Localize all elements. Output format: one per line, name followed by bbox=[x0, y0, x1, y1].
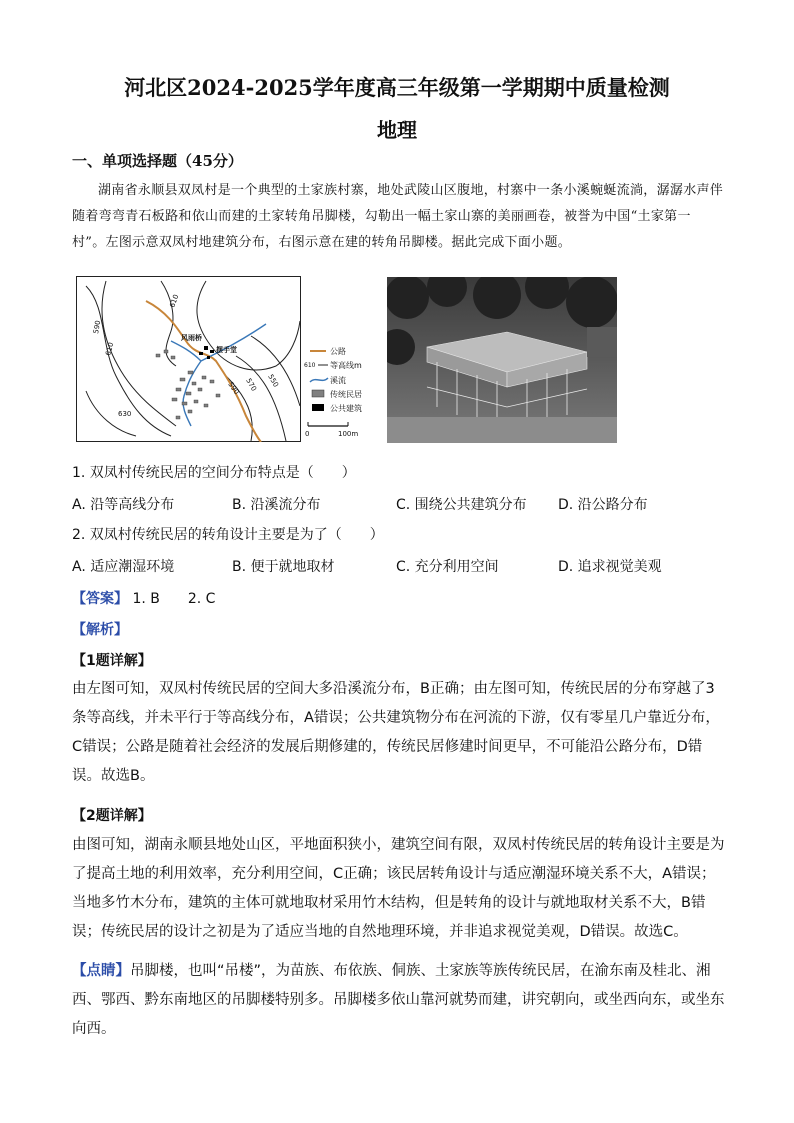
place-label-hall: 摆手堂 bbox=[216, 346, 237, 354]
answer-label: 【答案】 bbox=[72, 591, 128, 607]
legend-road: 公路 bbox=[330, 347, 346, 356]
scale-start: 0 bbox=[305, 430, 310, 438]
subject-title: 地理 bbox=[377, 118, 417, 142]
village-contour-map bbox=[76, 276, 364, 442]
detail-2-body bbox=[72, 831, 728, 947]
reading-passage bbox=[72, 178, 724, 256]
option-d[interactable]: D. 沿公路分布 bbox=[558, 497, 648, 513]
legend-contour-sample: 610 bbox=[304, 362, 316, 369]
option-b[interactable]: B. 便于就地取材 bbox=[232, 559, 335, 575]
contour-label: 610 bbox=[104, 341, 116, 357]
contour-label: 610 bbox=[168, 293, 181, 309]
contour-label: 630 bbox=[118, 410, 132, 418]
legend-public: 公共建筑 bbox=[330, 404, 362, 413]
contour-label: 590 bbox=[92, 319, 103, 335]
contour-label: 550 bbox=[266, 373, 280, 389]
page-title: 河北区2024-2025学年度高三年级第一学期期中质量检测 bbox=[124, 75, 670, 100]
place-label-bridge: 风雨桥 bbox=[181, 334, 202, 342]
section-heading: 一、单项选择题（45分） bbox=[72, 152, 243, 170]
detail-2-text: 由图可知，湖南永顺县地处山区，平地面积狭小，建筑空间有限，双凤村传统民居的转角设计主要是为了提高土地的利用效率，充分利用空间，C正确；该民居转角设计与适应潮湿环境关系不大，A错误；当地多竹木分布，建筑的主体可就地取材采用竹木结构，但是转角的设计与就地取材关系不大，B错误；传统民居的设计之初是为了适应当地的自然地理环境，并非追求视觉美观，D错误。故选C。 bbox=[72, 837, 725, 940]
scale-end: 100m bbox=[338, 430, 359, 438]
question-1-stem: 1. 双凤村传统民居的空间分布特点是（ ） bbox=[72, 465, 356, 481]
detail-1-body bbox=[72, 675, 728, 791]
contour-label: 570 bbox=[244, 377, 258, 393]
detail-1-text: 由左图可知，双凤村传统民居的空间大多沿溪流分布，B正确；由左图可知，传统民居的分布穿越了3条等高线，并未平行于等高线分布，A错误；公共建筑物分布在河流的下游，仅有零星几户靠近分布，C错误；公路是随着社会经济的发展后期修建的，传统民居修建时间更早，不可能沿公路分布，D错误。故选B。 bbox=[72, 681, 720, 784]
legend-contour: 等高线m bbox=[330, 361, 362, 370]
option-d[interactable]: D. 追求视觉美观 bbox=[558, 559, 662, 575]
legend-stream: 溪流 bbox=[330, 376, 346, 385]
tip-label: 【点睛】 bbox=[72, 963, 130, 979]
detail-1-label: 【1题详解】 bbox=[72, 653, 152, 669]
question-2-stem: 2. 双凤村传统民居的转角设计主要是为了（ ） bbox=[72, 527, 384, 543]
map-legend bbox=[304, 346, 362, 438]
option-b[interactable]: B. 沿溪流分布 bbox=[232, 497, 321, 513]
detail-2-label: 【2题详解】 bbox=[72, 808, 152, 824]
analysis-label-text: 【解析】 bbox=[72, 622, 128, 638]
option-a[interactable]: A. 适应潮湿环境 bbox=[72, 559, 175, 575]
option-c[interactable]: C. 围绕公共建筑分布 bbox=[396, 497, 527, 513]
legend-houses: 传统民居 bbox=[330, 390, 362, 399]
analysis-label bbox=[72, 619, 128, 639]
option-c[interactable]: C. 充分利用空间 bbox=[396, 559, 499, 575]
contour-label: 590 bbox=[226, 380, 241, 397]
tip-block bbox=[72, 957, 728, 1044]
stilt-house-photo bbox=[387, 277, 617, 443]
answer-text: 1. B 2. C bbox=[132, 591, 216, 607]
answer-line bbox=[72, 588, 215, 608]
option-a[interactable]: A. 沿等高线分布 bbox=[72, 497, 175, 513]
passage-text: 湖南省永顺县双凤村是一个典型的土家族村寨，地处武陵山区腹地，村寨中一条小溪蜿蜒流淌，潺潺水声伴随着弯弯青石板路和依山而建的土家转角吊脚楼，勾勒出一幅土家山寨的美丽画卷，被誉为中国“土家第一村”。左图示意双凤村地建筑分布，右图示意在建的转角吊脚楼。据此完成下面小题。 bbox=[72, 183, 724, 250]
tip-text: 吊脚楼，也叫“吊楼”，为苗族、布依族、侗族、土家族等族传统民居，在渝东南及桂北、湘西、鄂西、黔东南地区的吊脚楼特别多。吊脚楼多依山靠河就势而建，讲究朝向，或坐西向东，或坐东向西。 bbox=[72, 963, 725, 1037]
